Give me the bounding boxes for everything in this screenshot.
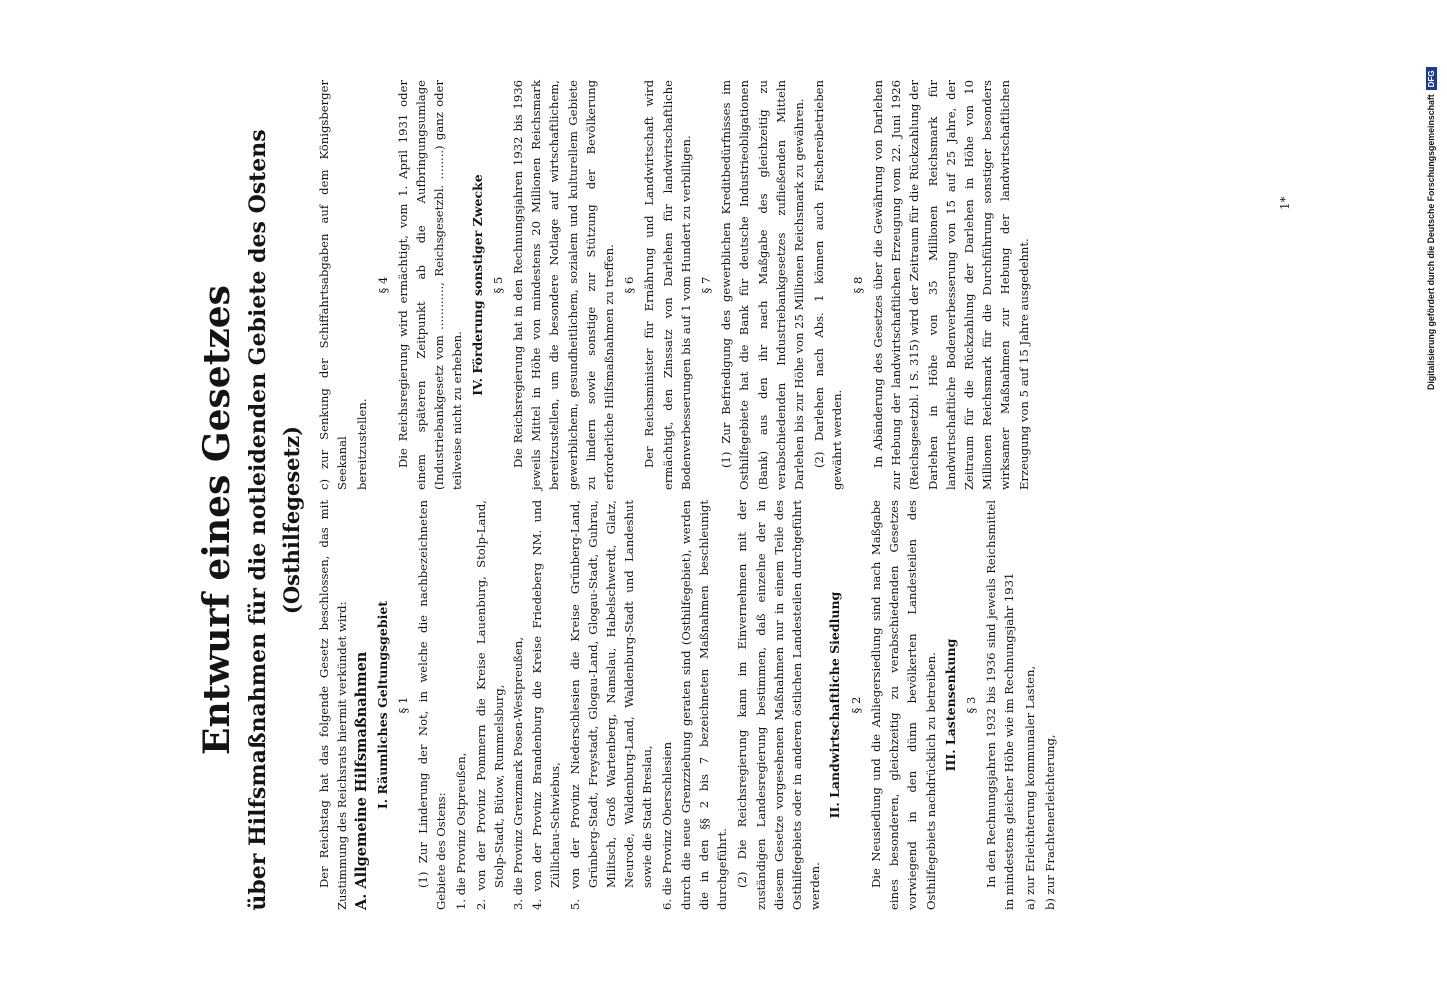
paragraph-7-number: § 7 — [699, 276, 714, 294]
document-title: Entwurf eines Gesetzes — [196, 285, 238, 755]
paragraph-1-continuation: durch die neue Grenzziehung geraten sind (Osthilfegebiet), werden die in den §§ 2 bis 7 bezeichneten Maßnahmen beschleunigt durchgeführt. — [678, 500, 730, 910]
region-list-item: 6. die Provinz Oberschlesien — [659, 741, 674, 910]
section-a-heading: A. Allgemeine Hilfsmaßnahmen — [353, 651, 371, 910]
dfg-sidebar — [1402, 0, 1434, 1000]
region-list-item: 5. von der Provinz Niederschlesien die Kreise Grünberg-Land, Grünberg-Stadt, Freystadt, Glogau-Land, Glogau-Stadt, Guhrau, Militsch, Groß Wartenberg, Namslau, Habelschwerdt, Glatz, Neurode, Waldenburg-Land, Waldenburg-Stadt und Landeshut sowie die Stadt Breslau, — [567, 500, 655, 910]
paragraph-3-item-c: c) zur Senkung der Schiffahrtsabgaben auf dem Königsberger Seekanal — [317, 80, 350, 490]
dfg-credit-line — [1415, 0, 1447, 390]
heading-3: III. Lastensenkung — [942, 638, 958, 772]
paragraph-8-number: § 8 — [850, 276, 865, 294]
paragraph-5-number: § 5 — [490, 276, 505, 294]
paragraph-2-text: Die Neusiedlung und die Anliegersiedlung sind nach Maßgabe eines besonderen, gleichzeitig zu verabschiedenden Gesetzes vorwiegend in den dünn bevölkerten Landesteilen des Osthilfegebiets nachdrücklich zu betreiben. — [868, 500, 938, 910]
paragraph-2-number: § 2 — [848, 696, 863, 714]
paragraph-3-text: In den Rechnungsjahren 1932 bis 1936 sind jeweils Reichsmittel in mindestens gleicher Höhe wie im Rechnungsjahr 1931 — [984, 500, 1017, 910]
paragraph-4-number: § 4 — [375, 276, 390, 294]
region-list-item: 2. von der Provinz Pommern die Kreise Lauenburg, Stolp-Land, Stolp-Stadt, Bütow, Rummelsburg, — [473, 500, 506, 910]
paragraph-3-item-b: b) zur Frachtenerleichterung, — [1042, 734, 1057, 910]
paragraph-7-sub-2: (2) Darlehen nach Abs. 1 können auch Fischereibetrieben gewährt werden. — [812, 80, 845, 490]
title-block — [195, 100, 307, 940]
region-list-item: 1. die Provinz Ostpreußen, — [454, 752, 469, 910]
heading-1: I. Räumliches Geltungsgebiet — [374, 600, 390, 810]
region-list — [452, 500, 675, 910]
paragraph-7-sub-1: (1) Zur Befriedigung des gewerblichen Kreditbedürfnisses im Osthilfegebiete hat die Bank für deutsche Industrieobligationen (Bank) aus den ihr nach Maßgabe des gleichzeitig zu verabschiedenden Industriebankgesetzes zufließenden Mitteln Darlehen bis zur Höhe von 25 Millionen Reichsmark zu gewähren. — [719, 80, 807, 490]
dfg-logo: DFG — [1426, 67, 1437, 90]
paragraph-3-item-a: a) zur Erleichterung kommunaler Lasten, — [1022, 665, 1037, 910]
document-short-title: (Osthilfegesetz) — [279, 425, 304, 615]
region-list-item: 3. die Provinz Grenzmark Posen-Westpreußen, — [511, 636, 526, 910]
paragraph-3-item-c-cont: bereitzustellen. — [355, 398, 370, 490]
heading-4: IV. Förderung sonstiger Zwecke — [469, 174, 485, 396]
paragraph-6-number: § 6 — [622, 276, 637, 294]
right-column — [315, 80, 1035, 490]
intro-text: Der Reichstag hat das folgende Gesetz beschlossen, das mit Zustimmung des Reichsrats hiermit verkündet wird: — [317, 500, 350, 910]
paragraph-4-text: Die Reichsregierung wird ermächtigt, vom 1. April 1931 oder einem späteren Zeitpunkt ab die Aufbringungsumlage (Industriebankgesetz vom ............, Reichsgesetzbl. ........) ganz oder teilweise nicht zu erheben. — [395, 80, 465, 490]
dfg-credit-text: Digitalisierung gefördert durch die Deutsche Forschungsgemeinschaft — [1426, 94, 1436, 390]
paragraph-1-sub-2: (2) Die Reichsregierung kann im Einvernehmen mit der zuständigen Landesregierung bestimmen, daß einzelne der in diesem Gesetze vorgesehenen Maßnahmen nur in einem Teile des Osthilfegebiets oder in anderen östlichen Landesteilen durchgeführt werden. — [735, 500, 823, 910]
paragraph-1-text: (1) Zur Linderung der Not, in welche die nachbezeichneten Gebiete des Ostens: — [416, 500, 449, 910]
page-number: 1* — [1278, 196, 1292, 210]
paragraph-5-text: Die Reichsregierung hat in den Rechnungsjahren 1932 bis 1936 jeweils Mittel in Höhe von mindestens 20 Millionen Reichsmark bereitzustellen, um die besondere Notlage auf wirtschaftlichem, gewerblichem, gesundheitlichem, sozialem und kulturellem Gebiete zu lindern sowie sonstige zur Stützung der Bevölkerung erforderliche Hilfsmaßnahmen zu treffen. — [511, 80, 617, 490]
region-list-item: 4. von der Provinz Brandenburg die Kreise Friedeberg NM. und Züllichau-Schwiebus, — [530, 500, 563, 910]
document-subtitle: über Hilfsmaßnahmen für die notleidenden Gebiete des Ostens — [245, 129, 271, 911]
paragraph-1-number: § 1 — [395, 696, 410, 714]
heading-2: II. Landwirtschaftliche Siedlung — [827, 591, 843, 819]
paragraph-6-text: Der Reichsminister für Ernährung und Landwirtschaft wird ermächtigt, den Zinssatz von Darlehen für landwirtschaftliche Bodenverbesserungen bis auf 1 vom Hundert zu verbilligen. — [642, 80, 693, 490]
paragraph-3-number: § 3 — [963, 696, 978, 714]
paragraph-8-text: In Abänderung des Gesetzes über die Gewährung von Darlehen zur Hebung der landwirtschaftlichen Erzeugung vom 22. Juni 1926 (Reichsgesetzbl. I S. 315) wird der Zeitraum für die Rückzahlung der Darlehen in Höhe von 35 Millionen Reichsmark für landwirtschaftliche Bodenverbesserung von 15 auf 25 Jahre, der Zeitraum für die Rückzahlung der Darlehen in Höhe von 10 Millionen Reichsmark für die Durchführung sonstiger besonders wirksamer Maßnahmen zur Hebung der landwirtschaftlichen Erzeugung von 5 auf 15 Jahre ausgedehnt. — [870, 80, 1031, 490]
left-column — [315, 500, 1061, 910]
